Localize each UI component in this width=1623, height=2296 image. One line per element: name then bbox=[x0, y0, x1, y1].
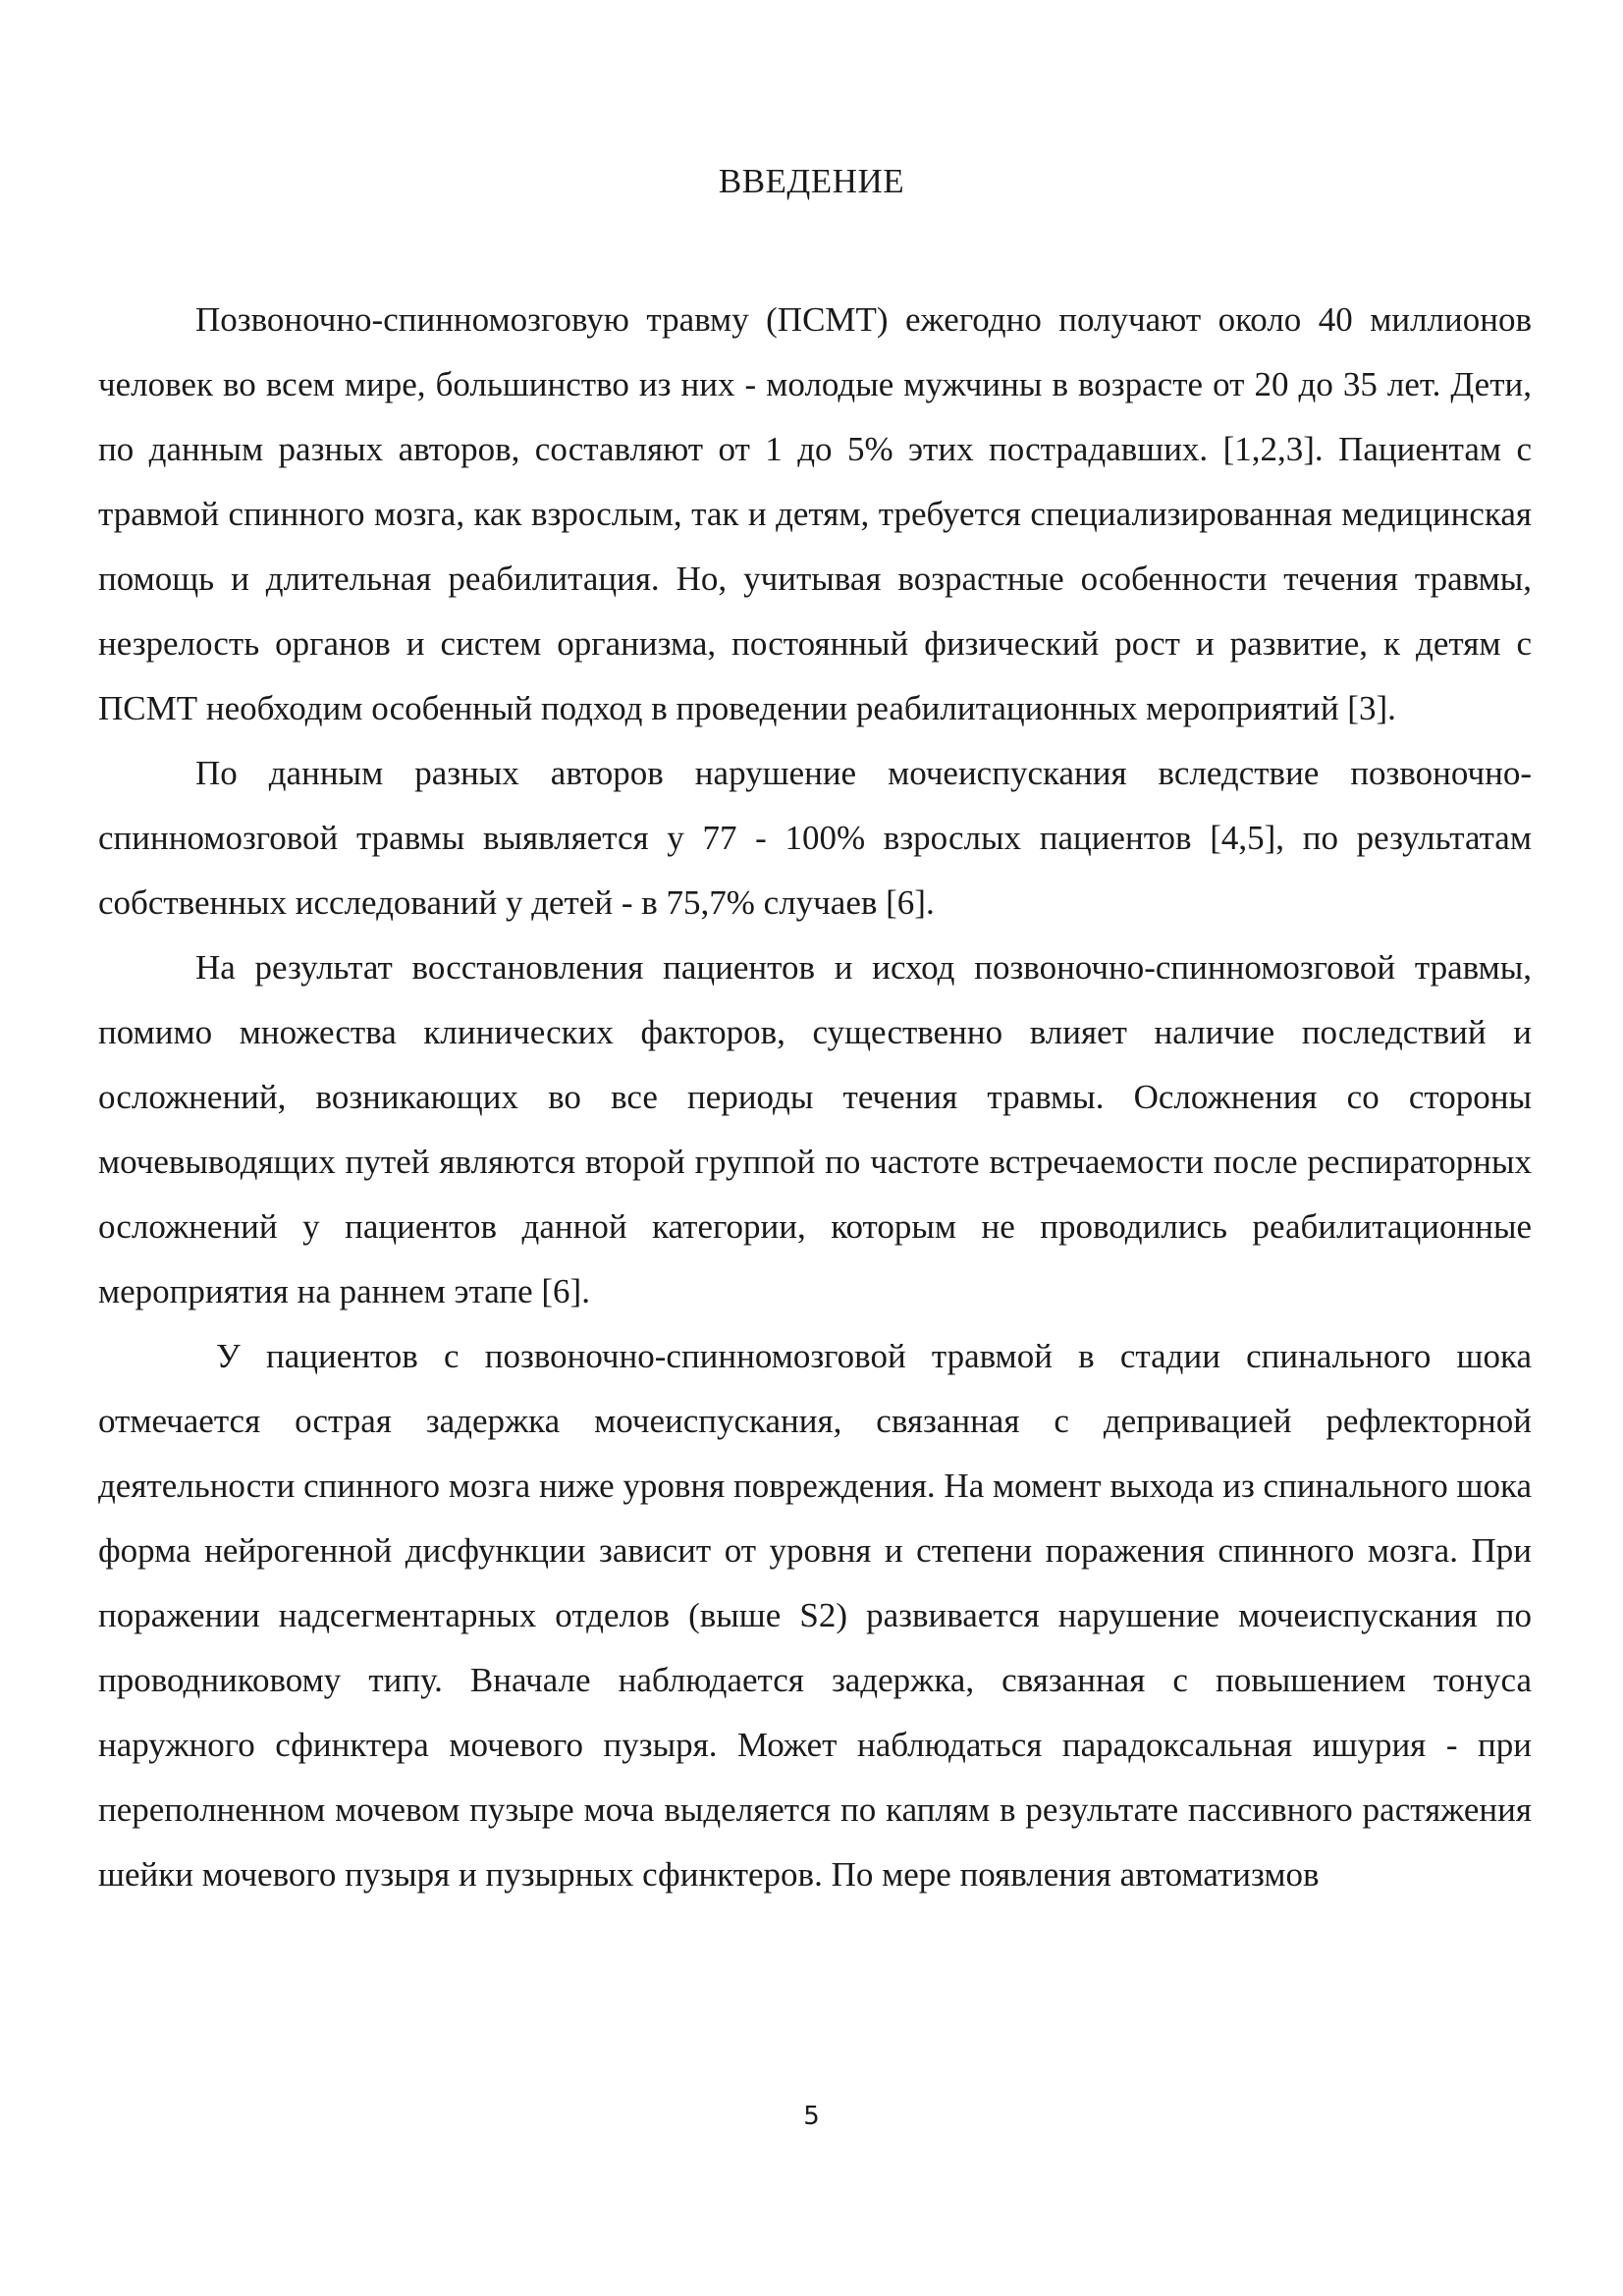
paragraph-intro: Позвоночно-спинномозговую травму (ПСМТ) ежегодно получают около 40 миллионов человек во всем мире, большинство из них - молодые мужчины в возрасте от 20 до 35 лет. Дети, по данным разных авторов, составляют от 1 до 5% этих пострадавших. [1,2,3]. Пациентам с травмой спинного мозга, как взрослым, так и детям, требуется специализированная медицинская помощь и длительная реабилитация. Но, учитывая возрастные особенности течения травмы, незрелость органов и систем организма, постоянный физический рост и развитие, к детям с ПСМТ необходим особенный подход в проведении реабилитационных мероприятий [3]. bbox=[98, 300, 1532, 727]
paragraph-spinal-shock: У пациентов с позвоночно-спинномозговой травмой в стадии спинального шока отмечается острая задержка мочеиспускания, связанная с депривацией рефлекторной деятельности спинного мозга ниже уровня повреждения. На момент выхода из спинального шока форма нейрогенной дисфункции зависит от уровня и степени поражения спинного мозга. При поражении надсегментарных отделов (выше S2) развивается нарушение мочеиспускания по проводниковому типу. Вначале наблюдается задержка, связанная с повышением тонуса наружного сфинктера мочевого пузыря. Может наблюдаться парадоксальная ишурия - при переполненном мочевом пузыре моча выделяется по каплям в результате пассивного растяжения шейки мочевого пузыря и пузырных сфинктеров. По мере появления автоматизмов bbox=[98, 1337, 1532, 1894]
page-title: ВВЕДЕНИЕ bbox=[718, 162, 905, 200]
paragraph-complications: На результат восстановления пациентов и исход позвоночно-спинномозговой травмы, помимо множества клинических факторов, существенно влияет наличие последствий и осложнений, возникающих во все периоды течения травмы. Осложнения со стороны мочевыводящих путей являются второй группой по частоте встречаемости после респираторных осложнений у пациентов данной категории, которым не проводились реабилитационные мероприятия на раннем этапе [6]. bbox=[98, 948, 1532, 1310]
body-text bbox=[98, 288, 1532, 1907]
paragraph-urination-disorders: По данным разных авторов нарушение мочеиспускания вследствие позвоночно-спинномозговой травмы выявляется у 77 - 100% взрослых пациентов [4,5], по результатам собственных исследований у детей - в 75,7% случаев [6]. bbox=[98, 754, 1532, 922]
page-number: 5 bbox=[803, 2102, 820, 2131]
